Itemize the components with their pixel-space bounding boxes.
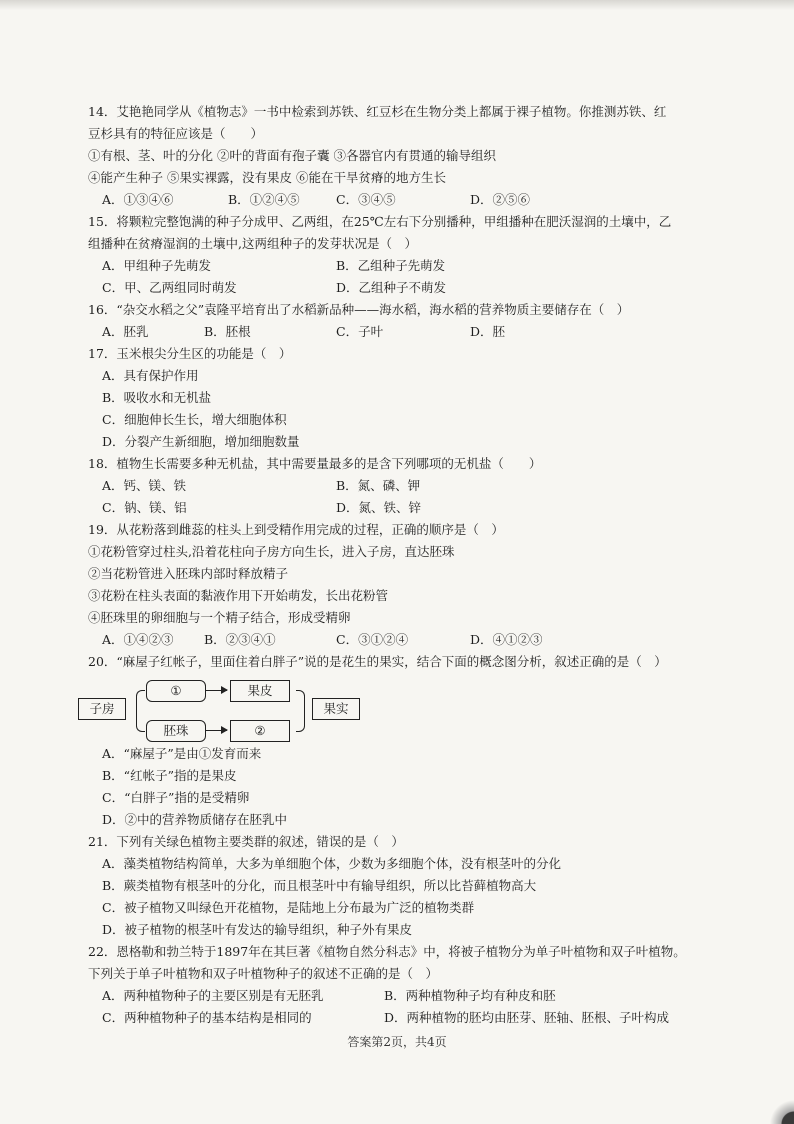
q18-option-b[interactable]: B．氮、磷、钾	[336, 478, 421, 493]
q18-option-c[interactable]: C．钠、镁、铝	[102, 500, 187, 515]
q17-option-d[interactable]: D．分裂产生新细胞，增加细胞数量	[102, 434, 300, 449]
q20-stem: 20．“麻屋子红帐子，里面住着白胖子”说的是花生的果实，结合下面的概念图分析，叙述正确的是（ ）	[88, 654, 667, 669]
map-ovule-box: 胚珠	[146, 720, 206, 742]
page-footer: 答案第2页，共4页	[347, 1035, 447, 1049]
scan-top-shadow	[0, 0, 794, 10]
q21-stem: 21．下列有关绿色植物主要类群的叙述，错误的是（ ）	[88, 834, 404, 849]
q15-option-d[interactable]: D．乙组种子不萌发	[336, 280, 447, 295]
q21-option-c[interactable]: C．被子植物又叫绿色开花植物，是陆地上分布最为广泛的植物类群	[102, 900, 475, 915]
q16-option-b[interactable]: B．胚根	[204, 324, 251, 339]
q14-statement-line1: ①有根、茎、叶的分化 ②叶的背面有孢子囊 ③各器官内有贯通的输导组织	[88, 148, 496, 163]
q20-option-b[interactable]: B．“红帐子”指的是果皮	[102, 768, 237, 783]
q19-step-2: ②当花粉管进入胚珠内部时释放精子	[88, 566, 289, 581]
q22-stem-line2: 下列关于单子叶植物和双子叶植物种子的叙述不正确的是（ ）	[88, 966, 439, 981]
q17-option-a[interactable]: A．具有保护作用	[102, 368, 199, 383]
q15-stem-line1: 15．将颗粒完整饱满的种子分成甲、乙两组，在25℃左右下分别播种，甲组播种在肥沃湿润的土壤中，乙	[88, 214, 672, 229]
q19-step-4: ④胚珠里的卵细胞与一个精子结合，形成受精卵	[88, 610, 351, 625]
q21-option-d[interactable]: D．被子植物的根茎叶有发达的输导组织，种子外有果皮	[102, 922, 413, 937]
q14-option-a[interactable]: A．①③④⑥	[102, 192, 174, 207]
map-left-bracket	[136, 690, 145, 732]
scan-corner-mark	[754, 1084, 794, 1124]
map-circle1-box: ①	[146, 680, 206, 702]
q17-option-c[interactable]: C．细胞伸长生长，增大细胞体积	[102, 412, 287, 427]
q19-option-c[interactable]: C．③①②④	[336, 632, 409, 647]
q18-stem: 18．植物生长需要多种无机盐，其中需要量最多的是含下列哪项的无机盐（ ）	[88, 456, 542, 471]
q14-option-c[interactable]: C．③④⑤	[336, 192, 396, 207]
q18-option-a[interactable]: A．钙、镁、铁	[102, 478, 187, 493]
q19-stem: 19．从花粉落到雌蕊的柱头上到受精作用完成的过程，正确的顺序是（ ）	[88, 522, 504, 537]
q21-option-a[interactable]: A．藻类植物结构简单，大多为单细胞个体，少数为多细胞个体，没有根茎叶的分化	[102, 856, 562, 871]
q16-option-d[interactable]: D．胚	[470, 324, 506, 339]
q20-option-c[interactable]: C．“白胖子”指的是受精卵	[102, 790, 250, 805]
q16-stem: 16．“杂交水稻之父”袁隆平培育出了水稻新品种——海水稻，海水稻的营养物质主要储存在（ ）	[88, 302, 630, 317]
q14-option-d[interactable]: D．②⑤⑥	[470, 192, 531, 207]
q20-option-a[interactable]: A．“麻屋子”是由①发育而来	[102, 746, 262, 761]
q18-option-d[interactable]: D．氮、铁、锌	[336, 500, 422, 515]
q14-statement-line2: ④能产生种子 ⑤果实裸露，没有果皮 ⑥能在干旱贫瘠的地方生长	[88, 170, 446, 185]
q19-option-d[interactable]: D．④①②③	[470, 632, 543, 647]
q22-stem-line1: 22．恩格勒和勃兰特于1897年在其巨著《植物自然分科志》中，将被子植物分为单子叶植物和双子叶植物。	[88, 944, 686, 959]
q22-option-c[interactable]: C．两种植物种子的基本结构是相同的	[102, 1010, 312, 1025]
map-ovary-box: 子房	[78, 698, 126, 720]
q19-option-a[interactable]: A．①④②③	[102, 632, 174, 647]
map-circle2-box: ②	[230, 720, 290, 742]
q14-option-b[interactable]: B．①②④⑤	[228, 192, 300, 207]
concept-map	[78, 680, 378, 750]
q22-option-d[interactable]: D．两种植物的胚均由胚芽、胚轴、胚根、子叶构成	[384, 1010, 670, 1025]
q15-option-a[interactable]: A．甲组种子先萌发	[102, 258, 212, 273]
q16-option-a[interactable]: A．胚乳	[102, 324, 149, 339]
q19-option-b[interactable]: B．②③④①	[204, 632, 276, 647]
q22-option-b[interactable]: B．两种植物种子均有种皮和胚	[384, 988, 556, 1003]
q14-stem-line2: 豆杉具有的特征应该是（ ）	[88, 126, 264, 141]
map-arrow-bottom	[205, 730, 227, 731]
q17-stem: 17．玉米根尖分生区的功能是（ ）	[88, 346, 292, 361]
map-right-bracket	[296, 690, 305, 732]
map-arrow-top	[205, 690, 227, 691]
q15-option-b[interactable]: B．乙组种子先萌发	[336, 258, 446, 273]
q15-option-c[interactable]: C．甲、乙两组同时萌发	[102, 280, 237, 295]
q15-stem-line2: 组播种在贫瘠湿润的土壤中,这两组种子的发芽状况是（ ）	[88, 236, 417, 251]
map-fruit-box: 果实	[312, 698, 360, 720]
q20-option-d[interactable]: D．②中的营养物质储存在胚乳中	[102, 812, 288, 827]
q14-stem-line1: 14．艾艳艳同学从《植物志》一书中检索到苏铁、红豆杉在生物分类上都属于裸子植物。你推测苏铁、红	[88, 104, 667, 119]
map-pericarp-box: 果皮	[230, 680, 290, 702]
q19-step-1: ①花粉管穿过柱头,沿着花柱向子房方向生长，进入子房，直达胚珠	[88, 544, 455, 559]
q21-option-b[interactable]: B．蕨类植物有根茎叶的分化，而且根茎叶中有输导组织，所以比苔藓植物高大	[102, 878, 537, 893]
q19-step-3: ③花粉在柱头表面的黏液作用下开始萌发，长出花粉管	[88, 588, 389, 603]
q22-option-a[interactable]: A．两种植物种子的主要区别是有无胚乳	[102, 988, 324, 1003]
q16-option-c[interactable]: C．子叶	[336, 324, 384, 339]
q17-option-b[interactable]: B．吸收水和无机盐	[102, 390, 212, 405]
